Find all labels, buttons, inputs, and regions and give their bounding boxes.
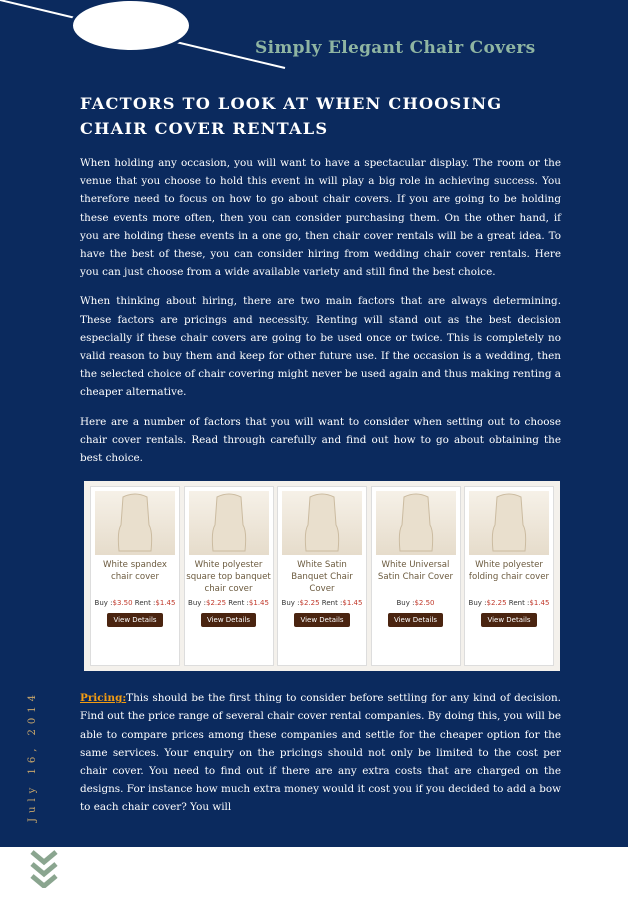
view-details-button[interactable]: View Details xyxy=(388,613,443,627)
pricing-label: Pricing: xyxy=(80,692,127,705)
chair-image xyxy=(469,491,549,555)
buy-price: $2.25 xyxy=(486,599,507,608)
paragraph-intro: When holding any occasion, you will want to have a spectacular display. The room or the venue that you choose to hold this event in will play a big role in achieving success. You therefore need to focus on how to go about chair covers. If you are going to be holding these events more often, then you can consider purchasing them. On the other hand, if you are holding these events in a one go, then chair cover rentals will be a great idea. To have the best of these, you can consider hiring from wedding chair cover rentals. Here you can just choose from a wide available variety and still find the best choice. xyxy=(80,157,561,279)
product-price xyxy=(95,599,176,607)
product-name: White Satin Banquet Chair Cover xyxy=(291,560,353,595)
buy-price: $2.25 xyxy=(299,599,320,608)
chevron-down-icon xyxy=(30,848,58,888)
buy-label: Buy : xyxy=(281,599,300,608)
view-details-button[interactable]: View Details xyxy=(481,613,536,627)
pricing-text: This should be the first thing to consider before settling for any kind of decision. Find out the price range of several chair cover rental companies. By doing this, you will be able to compare prices among these companies and settle for the cheaper option for the same services. Your enquiry on the pricings should not only be limited to the cost per chair cover. You need to find out if there are any extra costs that are charged on the designs. For instance how much extra money would it cost you if you decided to add a bow to each chair cover? You will xyxy=(80,692,561,814)
product-card xyxy=(371,486,461,666)
paragraph-hiring: When thinking about hiring, there are two main factors that are always determining. These factors are pricings and necessity. Renting will stand out as the best decision especially if these chair covers are going to be used once or twice. This is completely no valid reason to buy them and keep for other future use. If the occasion is a wedding, then the selected choice of chair covering might never be used again and thus making renting a cheaper alternative. xyxy=(80,295,561,399)
view-details-button[interactable]: View Details xyxy=(294,613,349,627)
product-name: White Universal Satin Chair Cover xyxy=(377,560,454,583)
buy-label: Buy : xyxy=(396,599,415,608)
rent-price: $1.45 xyxy=(248,599,269,608)
rent-label: Rent : xyxy=(134,599,156,608)
buy-price: $2.25 xyxy=(206,599,227,608)
product-card xyxy=(90,486,180,666)
site-title: Simply Elegant Chair Covers xyxy=(255,38,536,58)
product-price xyxy=(396,599,434,607)
logo-oval xyxy=(70,0,192,53)
date-label: July 16, 2014 xyxy=(27,689,38,822)
buy-price: $3.50 xyxy=(112,599,133,608)
chair-image xyxy=(282,491,362,555)
product-name: White polyester folding chair cover xyxy=(468,560,550,583)
product-image-strip xyxy=(84,481,560,671)
rent-price: $1.45 xyxy=(342,599,363,608)
product-price xyxy=(469,599,550,607)
heading-line-2: CHAIR COVER RENTALS xyxy=(80,119,329,138)
chair-image xyxy=(376,491,456,555)
buy-label: Buy : xyxy=(468,599,487,608)
product-card xyxy=(464,486,554,666)
product-name: White polyester square top banquet chair cover xyxy=(186,560,271,595)
heading-line-1: FACTORS TO LOOK AT WHEN CHOOSING xyxy=(80,94,503,113)
view-details-button[interactable]: View Details xyxy=(107,613,162,627)
view-details-button[interactable]: View Details xyxy=(201,613,256,627)
rent-price: $1.45 xyxy=(529,599,550,608)
product-price xyxy=(282,599,363,607)
product-name: White spandex chair cover xyxy=(102,560,168,583)
rent-label: Rent : xyxy=(228,599,249,608)
product-card xyxy=(184,486,274,666)
chair-image xyxy=(95,491,175,555)
product-card xyxy=(277,486,367,666)
article xyxy=(80,91,561,828)
rent-label: Rent : xyxy=(508,599,530,608)
product-price xyxy=(188,599,269,607)
buy-label: Buy : xyxy=(188,599,206,608)
chair-image xyxy=(189,491,269,555)
paragraph-pricing xyxy=(80,689,561,816)
rent-price: $1.45 xyxy=(155,599,176,608)
buy-label: Buy : xyxy=(94,599,113,608)
paragraph-factors: Here are a number of factors that you will want to consider when setting out to choose chair cover rentals. Read through carefully and find out how to go about obtaining the best choice. xyxy=(80,415,561,465)
article-heading xyxy=(80,91,561,141)
rent-label: Rent : xyxy=(321,599,343,608)
buy-price: $2.50 xyxy=(414,599,435,608)
